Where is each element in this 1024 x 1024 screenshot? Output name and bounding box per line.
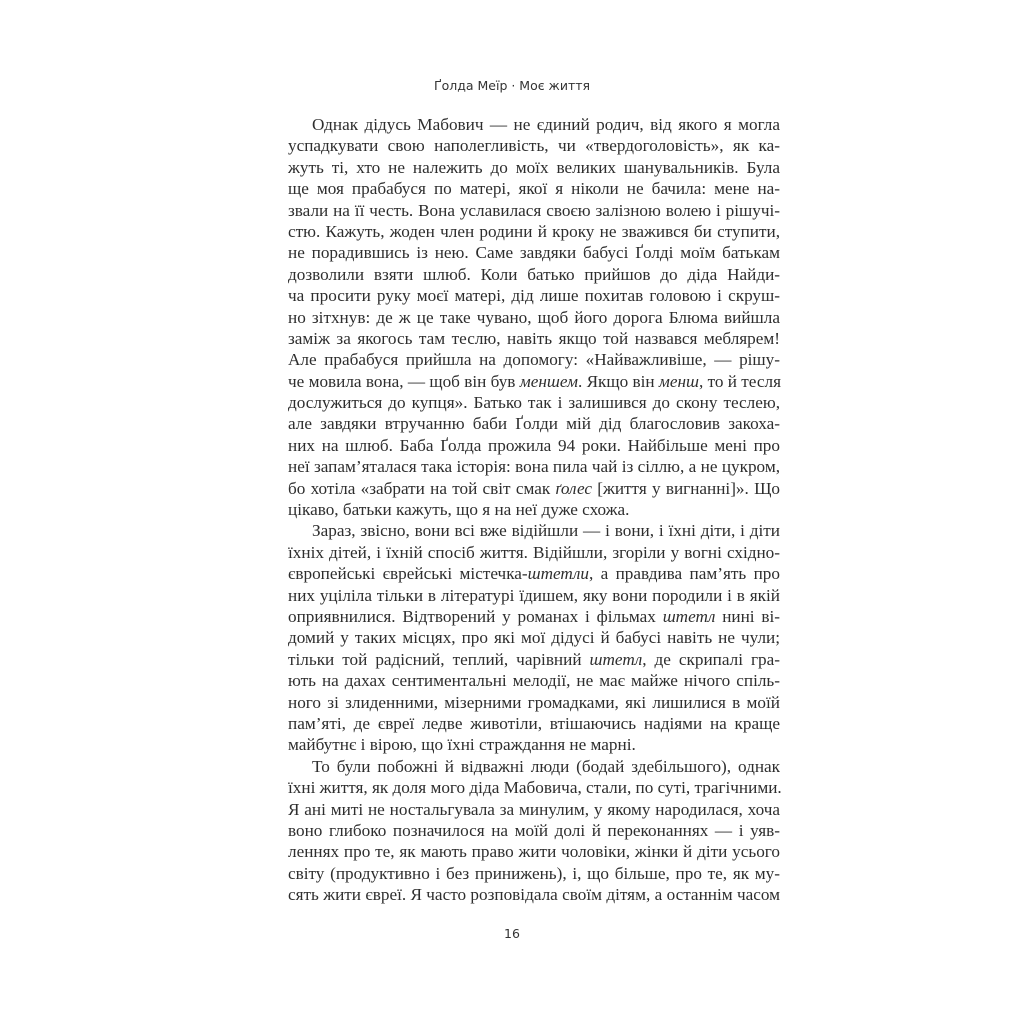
text-segment: неї запам’яталася така історія: вона пила чай із сіллю, а не цукром,: [288, 457, 780, 477]
text-segment: їхніх дітей, і їхній спосіб життя. Відійшли, згоріли у вогні східно-: [288, 542, 780, 562]
text-segment: , а правдива пам’ять про: [588, 564, 780, 584]
italic-term: менш: [658, 371, 700, 391]
text-line: [288, 349, 780, 370]
text-segment: цікаво, батьки кажуть, що я на неї дуже схожа.: [288, 500, 630, 520]
text-segment: Однак дідусь Мабович — не єдиний родич, від якого я могла: [312, 115, 780, 134]
text-segment: них уціліла тільки в літературі їдишем, яку вони породили і в якій: [288, 585, 780, 605]
text-line: [288, 734, 780, 755]
text-segment: заміж за якогось там теслю, навіть якщо той назвався меблярем!: [288, 328, 780, 348]
text-segment: стю. Кажуть, жоден член родини й кроку не зважився би ступити,: [288, 221, 780, 241]
text-segment: сять жити євреї. Я часто розповідала своїм дітям, а останнім часом: [288, 885, 780, 905]
text-segment: Зараз, звісно, вони всі вже відійшли — і вони, і їхні діти, і діти: [312, 521, 780, 541]
text-segment: , де скрипалі гра-: [642, 649, 780, 669]
text-segment: оприявнилися. Відтворений у романах і фільмах: [288, 606, 663, 626]
text-segment: майбутнє і вірою, що їхні страждання не марні.: [288, 735, 636, 755]
text-line: [288, 820, 780, 841]
text-segment: але завдяки втручанню баби Ґолди мій дід благословив закоха-: [288, 414, 780, 434]
text-segment: успадкувати свою наполегливість, чи «твердоголовість», як ка-: [288, 136, 780, 156]
text-line: [288, 713, 780, 734]
text-segment: ча просити руку моєї матері, дід лише похитав головою і скруш-: [288, 286, 780, 306]
text-segment: ще моя прабабуся по матері, якої я ніколи не бачила: мене на-: [288, 179, 780, 199]
text-line: [288, 392, 780, 413]
text-line: [288, 200, 780, 221]
italic-term: штетл: [589, 649, 643, 669]
text-line: [288, 649, 780, 670]
text-segment: , то й тесля: [699, 371, 781, 391]
text-line: [288, 499, 780, 520]
text-segment: тільки той радісний, теплий, чарівний: [288, 649, 590, 669]
text-line: [288, 328, 780, 349]
text-line: [288, 585, 780, 606]
italic-term: штетл: [662, 606, 716, 626]
text-segment: ють на дахах сентиментальні мелодії, не має майже нічого спіль-: [288, 671, 780, 691]
text-line: [288, 178, 780, 199]
text-segment: світу (продуктивно і без принижень), і, що більше, про те, як му-: [288, 863, 780, 883]
text-segment: но зітхнув: де ж це таке чувано, щоб його дорога Блюма вийшла: [288, 307, 780, 327]
text-line: [288, 371, 780, 392]
text-line: [288, 413, 780, 434]
text-line: [288, 884, 780, 905]
text-segment: Я ані миті не ностальгувала за минулим, у якому народилася, хоча: [288, 799, 780, 819]
text-line: [288, 242, 780, 263]
running-header: Ґолда Меїр · Моє життя: [433, 78, 591, 93]
text-segment: них на шлюб. Баба Ґолда прожила 94 роки. Найбільше мені про: [288, 435, 780, 455]
text-segment: че мовила вона, — щоб він був: [288, 371, 520, 391]
text-segment: пам’яті, де євреї ледве животіли, втішаючись надіями на краще: [288, 713, 780, 733]
text-segment: не порадившись із нею. Саме завдяки бабусі Ґолді моїм батькам: [288, 243, 780, 263]
text-segment: дозволили взяти шлюб. Коли батько прийшов до діда Найди-: [288, 264, 780, 284]
text-line: [288, 606, 780, 627]
italic-term: ґолес: [555, 478, 592, 498]
text-line: [288, 799, 780, 820]
text-line: [288, 542, 780, 563]
text-line: [288, 307, 780, 328]
body-text: [288, 114, 780, 905]
text-line: [288, 456, 780, 477]
text-segment: леннях про те, як мають право жити чоловіки, жінки й діти усього: [288, 842, 780, 862]
text-segment: їхні життя, як доля мого діда Мабовича, стали, по суті, трагічними.: [288, 778, 782, 798]
text-segment: То були побожні й відважні люди (бодай здебільшого), однак: [312, 756, 780, 776]
text-line: [288, 435, 780, 456]
text-line: [288, 520, 780, 541]
text-segment: воно глибоко позначилося на моїй долі й переконаннях — і уяв-: [288, 820, 780, 840]
text-segment: Але прабабуся прийшла на допомогу: «Найважливіше, — рішу-: [288, 350, 780, 370]
text-line: [288, 841, 780, 862]
text-line: [288, 692, 780, 713]
text-segment: нині ві-: [715, 606, 781, 626]
text-line: [288, 863, 780, 884]
text-line: [288, 114, 780, 135]
text-line: [288, 756, 780, 777]
text-segment: бо хотіла «забрати на той світ смак: [288, 478, 556, 498]
text-line: [288, 285, 780, 306]
text-line: [288, 135, 780, 156]
italic-term: штетли: [527, 564, 589, 584]
text-line: [288, 157, 780, 178]
page-number: 16: [504, 926, 520, 941]
text-segment: ного зі злиденними, мізерними громадками, які лишилися в моїй: [288, 692, 780, 712]
text-segment: . Якщо він: [578, 371, 659, 391]
text-line: [288, 627, 780, 648]
text-segment: звали на її честь. Вона уславилася своєю залізною волею і рішучі-: [288, 200, 780, 220]
text-segment: домий у таких місцях, про які мої дідусі й бабусі навіть не чули;: [288, 628, 780, 648]
text-segment: [життя у вигнанні]». Що: [592, 478, 781, 498]
text-line: [288, 563, 780, 584]
text-line: [288, 221, 780, 242]
text-segment: європейські єврейські містечка-: [288, 564, 528, 584]
text-line: [288, 670, 780, 691]
text-line: [288, 264, 780, 285]
text-line: [288, 777, 780, 798]
text-line: [288, 478, 780, 499]
italic-term: меншем: [519, 371, 578, 391]
text-segment: жуть ті, хто не належить до моїх великих шанувальників. Була: [288, 157, 780, 177]
text-segment: дослужиться до купця». Батько так і залишився до скону теслею,: [288, 393, 780, 413]
